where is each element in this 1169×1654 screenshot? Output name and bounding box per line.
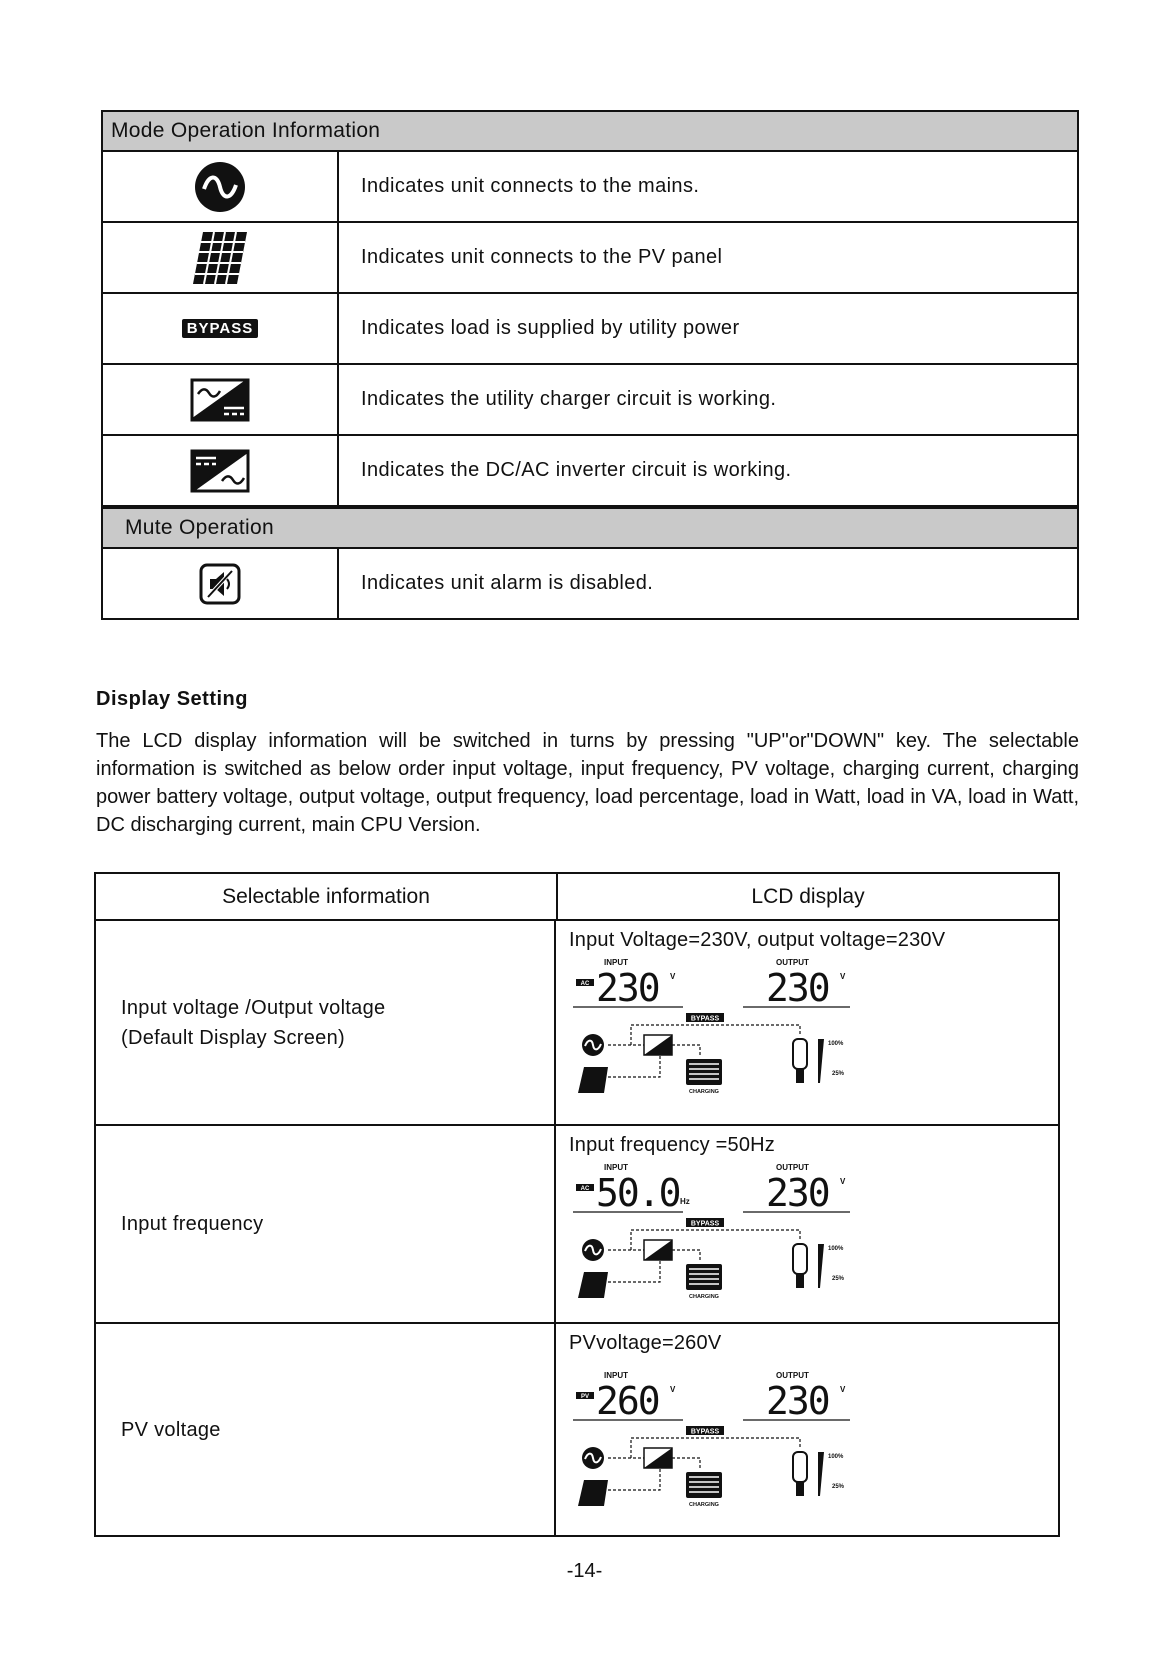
lcd-load-gauge [818, 1452, 824, 1496]
lcd-source-badge-label: AC [580, 1186, 590, 1192]
lcd-charging-label: CHARGING [689, 1294, 719, 1300]
lcd-output-unit: V [840, 1385, 846, 1394]
lcd-cell [556, 1126, 1058, 1322]
lcd-screen [568, 957, 868, 1107]
lcd-input-value: 260 [596, 1379, 659, 1423]
lcd-charging-label: CHARGING [689, 1502, 719, 1508]
mute-icon [103, 549, 339, 618]
col-header-lcd: LCD display [751, 884, 865, 908]
mode-row-text: Indicates unit connects to the PV panel [361, 246, 723, 268]
selectable-info-table [94, 872, 1060, 1537]
lcd-caption: PVvoltage=260V [569, 1332, 722, 1354]
mode-row-mute [103, 549, 1077, 618]
lcd-output-unit: V [840, 1177, 846, 1186]
dc-ac-inverter-icon [103, 436, 339, 505]
lcd-pv-path [608, 1468, 660, 1490]
row-label [96, 1324, 556, 1535]
table-row [96, 1126, 1058, 1324]
lcd-charge-path [672, 1250, 700, 1262]
lcd-load-bulb-icon [793, 1039, 807, 1069]
lcd-screen [568, 1162, 868, 1312]
table-row [96, 1324, 1058, 1535]
mode-row-mains [103, 152, 1077, 223]
lcd-converter-fill [644, 1448, 672, 1468]
lcd-input-unit: V [670, 972, 676, 981]
ac-mains-icon [103, 152, 339, 221]
lcd-bypass-label: BYPASS [690, 1220, 720, 1228]
lcd-pv-path [608, 1260, 660, 1282]
lcd-screen [568, 1370, 868, 1520]
display-setting-paragraph: The LCD display information will be switched in turns by pressing "UP"or"DOWN" key. The selectable information is switched as below order input voltage, input frequency, PV voltage, charging current, charging power battery voltage, output voltage, output frequency, load percentage, load in Watt, load in VA, load in Watt, DC discharging current, main CPU Version. [96, 730, 1079, 836]
lcd-input-value: 230 [596, 966, 659, 1010]
ac-dc-charger-icon [103, 365, 339, 434]
row-label-line1: PV voltage [121, 1418, 221, 1441]
lcd-output-label: OUTPUT [776, 1371, 809, 1380]
lcd-output-value: 230 [766, 1379, 829, 1423]
lcd-input-label: INPUT [604, 1371, 628, 1380]
page-number: -14- [566, 1560, 603, 1582]
lcd-battery-icon [686, 1264, 722, 1290]
lcd-cell [556, 921, 1058, 1124]
lcd-converter-fill [644, 1035, 672, 1055]
mode-row-text: Indicates the DC/AC inverter circuit is working. [361, 459, 792, 481]
lcd-load-high: 100% [828, 1454, 844, 1460]
lcd-bypass-label: BYPASS [690, 1428, 720, 1436]
lcd-input-unit: V [670, 1385, 676, 1394]
lcd-load-bulb-icon [793, 1452, 807, 1482]
lcd-output-value: 230 [766, 1171, 829, 1215]
table-row [96, 921, 1058, 1126]
row-label-line1: Input voltage /Output voltage [121, 996, 386, 1019]
mode-row-bypass [103, 294, 1077, 365]
lcd-load-gauge [818, 1244, 824, 1288]
mode-row-text: Indicates the utility charger circuit is working. [361, 388, 777, 410]
lcd-caption: Input frequency =50Hz [569, 1134, 775, 1156]
lcd-input-label: INPUT [604, 1163, 628, 1172]
lcd-pv-icon [578, 1480, 608, 1506]
lcd-load-bulb-base [796, 1274, 804, 1288]
lcd-converter-fill [644, 1240, 672, 1260]
mode-operation-header: Mode Operation Information [103, 112, 1077, 152]
mode-operation-table [101, 110, 1079, 620]
lcd-input-unit: Hz [680, 1197, 690, 1206]
lcd-pv-path [608, 1055, 660, 1077]
lcd-charge-path [672, 1045, 700, 1057]
mode-row-inverter [103, 436, 1077, 507]
lcd-load-gauge [818, 1039, 824, 1083]
row-label-line2: (Default Display Screen) [121, 1026, 345, 1049]
lcd-input-value: 50.0 [596, 1171, 680, 1215]
lcd-load-bulb-icon [793, 1244, 807, 1274]
row-label-line1: Input frequency [121, 1213, 264, 1235]
lcd-bypass-label: BYPASS [690, 1015, 720, 1023]
lcd-output-unit: V [840, 972, 846, 981]
lcd-load-low: 25% [832, 1484, 845, 1490]
lcd-cell [556, 1324, 1058, 1535]
lcd-charging-label: CHARGING [689, 1089, 719, 1095]
mode-row-text: Indicates load is supplied by utility power [361, 317, 740, 339]
lcd-battery-icon [686, 1472, 722, 1498]
lcd-battery-icon [686, 1059, 722, 1085]
lcd-output-label: OUTPUT [776, 958, 809, 967]
pv-panel-icon [103, 223, 339, 292]
lcd-input-label: INPUT [604, 958, 628, 967]
col-header-selectable: Selectable information [96, 874, 558, 919]
bypass-icon [103, 294, 339, 363]
lcd-load-high: 100% [828, 1041, 844, 1047]
mode-row-text: Indicates unit alarm is disabled. [361, 572, 654, 594]
lcd-load-bulb-base [796, 1482, 804, 1496]
lcd-source-badge-label: AC [580, 981, 590, 987]
lcd-output-label: OUTPUT [776, 1163, 809, 1172]
mute-operation-header: Mute Operation [103, 507, 1077, 549]
mode-row-pv [103, 223, 1077, 294]
lcd-load-bulb-base [796, 1069, 804, 1083]
row-label [96, 921, 556, 1124]
row-label [96, 1126, 556, 1322]
mode-row-text: Indicates unit connects to the mains. [361, 175, 700, 197]
table-header-row [96, 874, 1058, 921]
lcd-source-badge-label: PV [580, 1394, 590, 1400]
bypass-badge: BYPASS [182, 319, 259, 338]
display-setting-title: Display Setting [96, 688, 248, 710]
lcd-charge-path [672, 1458, 700, 1470]
lcd-pv-icon [578, 1067, 608, 1093]
lcd-load-low: 25% [832, 1276, 845, 1282]
lcd-caption: Input Voltage=230V, output voltage=230V [569, 929, 946, 951]
lcd-output-value: 230 [766, 966, 829, 1010]
mode-row-charger [103, 365, 1077, 436]
lcd-load-high: 100% [828, 1246, 844, 1252]
lcd-pv-icon [578, 1272, 608, 1298]
lcd-load-low: 25% [832, 1071, 845, 1077]
